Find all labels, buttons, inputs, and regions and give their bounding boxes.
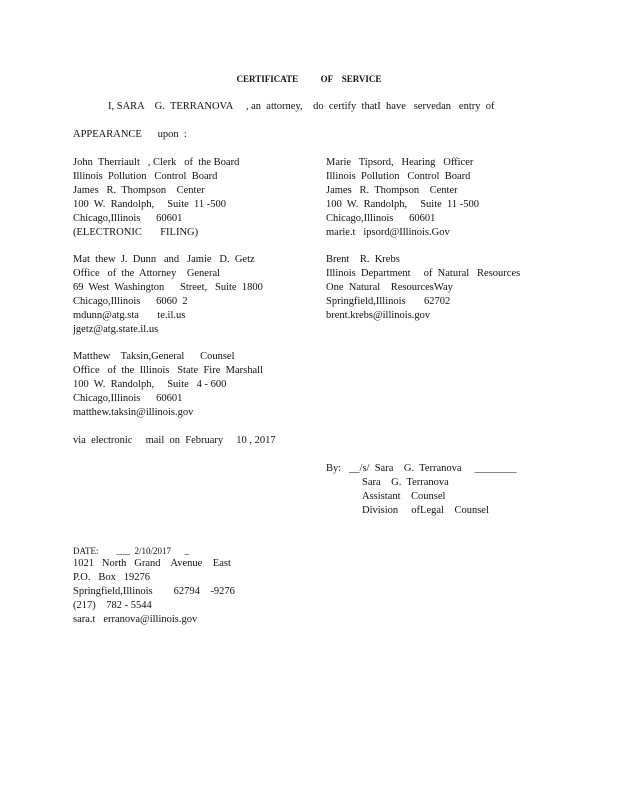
phone: (217) 782 - 5544 bbox=[73, 600, 152, 611]
intro-line-2: APPEARANCE upon : bbox=[73, 129, 187, 140]
recipient-line: 100 W. Randolph, Suite 4 - 600 bbox=[73, 379, 227, 390]
date-line: DATE: ___ 2/10/2017 _ bbox=[73, 546, 189, 556]
recipient-line: Illinois Department of Natural Resources bbox=[326, 268, 521, 279]
recipient-email: mdunn@atg.sta te.il.us bbox=[73, 310, 186, 321]
recipient-line: Brent R. Krebs bbox=[326, 254, 400, 265]
recipient-dunn-getz bbox=[73, 253, 263, 337]
recipient-line: Illinois Pollution Control Board bbox=[73, 171, 218, 182]
recipient-line: Matthew Taksin,General Counsel bbox=[73, 351, 235, 362]
sender-address-block bbox=[73, 557, 235, 627]
recipient-line: James R. Thompson Center bbox=[73, 185, 205, 196]
document-title: CERTIFICATE OF SERVICE bbox=[236, 74, 382, 84]
recipient-line: John Therriault , Clerk of the Board bbox=[73, 157, 240, 168]
signature-by-line: By: __/s/ Sara G. Terranova ________ bbox=[326, 463, 517, 474]
address-city: Springfield,Illinois 62794 -9276 bbox=[73, 586, 235, 597]
intro-line-1: I, SARA G. TERRANOVA , an attorney, do certify thatI have servedan entry of bbox=[108, 101, 495, 112]
recipient-line: Springfield,Illinois 62702 bbox=[326, 296, 451, 307]
recipient-line: Mat thew J. Dunn and Jamie D. Getz bbox=[73, 254, 255, 265]
recipient-email: jgetz@atg.state.il.us bbox=[73, 324, 159, 335]
signer-division: Division ofLegal Counsel bbox=[362, 505, 489, 516]
recipient-line: Chicago,Illinois 6060 2 bbox=[73, 296, 188, 307]
signature-block bbox=[362, 476, 489, 518]
address-line: 1021 North Grand Avenue East bbox=[73, 558, 231, 569]
signer-title: Assistant Counsel bbox=[362, 491, 446, 502]
recipient-line: 100 W. Randolph, Suite 11 -500 bbox=[326, 199, 480, 210]
address-line: P.O. Box 19276 bbox=[73, 572, 151, 583]
recipient-taksin bbox=[73, 350, 263, 420]
recipient-email: brent.krebs@illinois.gov bbox=[326, 310, 431, 321]
recipient-line: Marie Tipsord, Hearing Officer bbox=[326, 157, 474, 168]
recipient-line: Illinois Pollution Control Board bbox=[326, 171, 471, 182]
recipient-line: Chicago,Illinois 60601 bbox=[326, 213, 436, 224]
recipient-therriault bbox=[73, 156, 239, 240]
recipient-email: marie.t ipsord@Illinois.Gov bbox=[326, 227, 450, 238]
recipient-line: Chicago,Illinois 60601 bbox=[73, 213, 183, 224]
recipient-email: matthew.taksin@illinois.gov bbox=[73, 407, 194, 418]
recipient-line: James R. Thompson Center bbox=[326, 185, 458, 196]
recipient-line: (ELECTRONIC FILING) bbox=[73, 227, 199, 238]
recipient-line: 100 W. Randolph, Suite 11 -500 bbox=[73, 199, 227, 210]
recipient-krebs bbox=[326, 253, 520, 323]
recipient-line: Office of the Attorney General bbox=[73, 268, 221, 279]
recipient-line: 69 West Washington Street, Suite 1800 bbox=[73, 282, 263, 293]
recipient-line: One Natural ResourcesWay bbox=[326, 282, 453, 293]
recipient-tipsord bbox=[326, 156, 479, 240]
recipient-line: Office of the Illinois State Fire Marshall bbox=[73, 365, 263, 376]
recipient-line: Chicago,Illinois 60601 bbox=[73, 393, 183, 404]
signer-name: Sara G. Terranova bbox=[362, 477, 449, 488]
email: sara.t erranova@illinois.gov bbox=[73, 614, 198, 625]
service-line: via electronic mail on February 10 , 2017 bbox=[73, 435, 276, 446]
